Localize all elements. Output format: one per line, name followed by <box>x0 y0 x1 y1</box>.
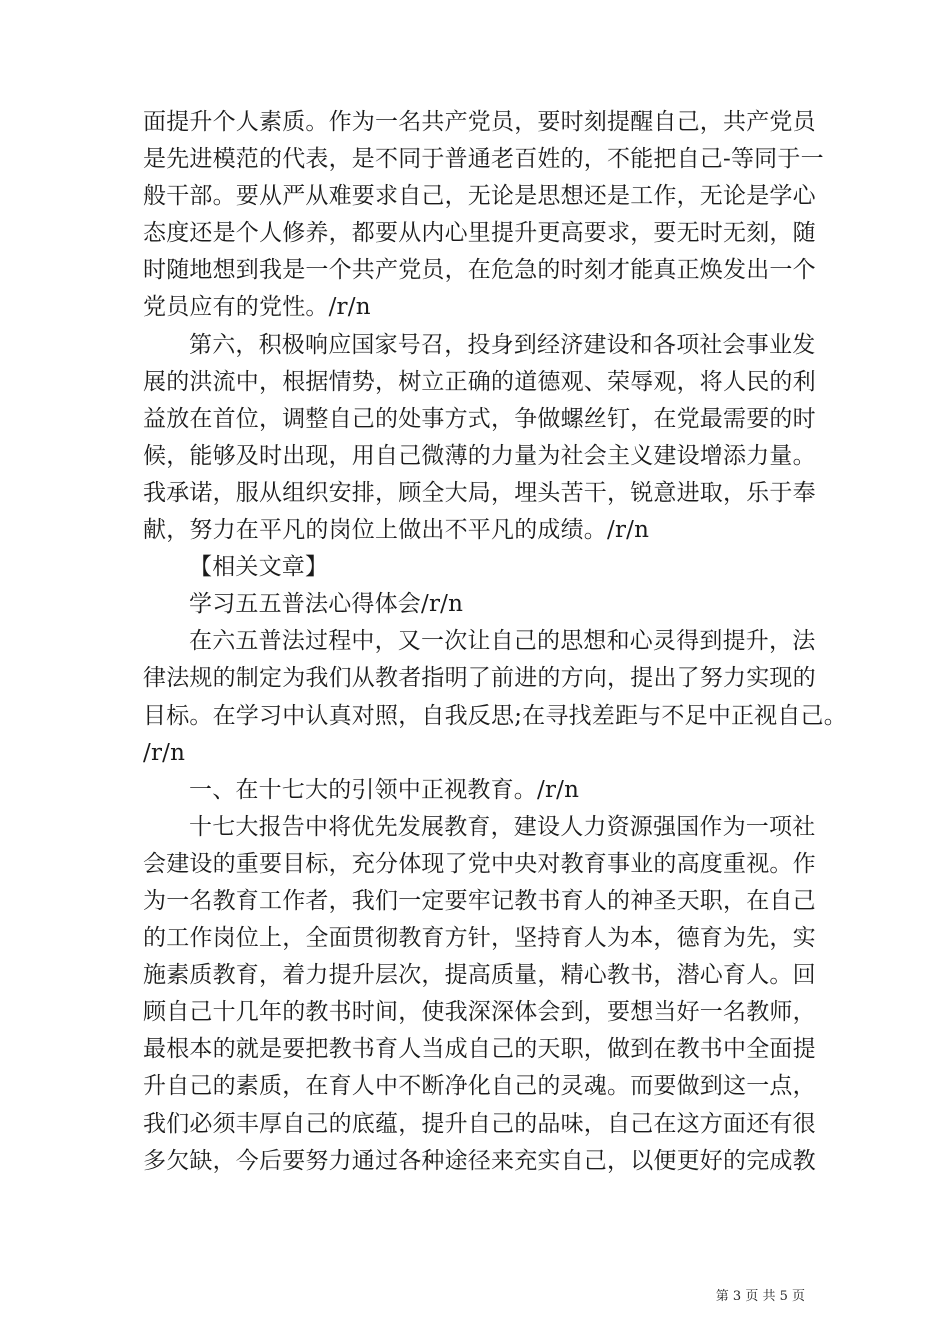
text-line: 升自己的素质，在育人中不断净化自己的灵魂。而要做到这一点， <box>143 1073 816 1100</box>
text-line: 【相关文章】 <box>189 554 329 581</box>
body-text <box>143 104 847 1180</box>
text-line: 时随地想到我是一个共产党员，在危急的时刻才能真正焕发出一个 <box>143 257 816 284</box>
text-line: 第六，积极响应国家号召，投身到经济建设和各项社会事业发 <box>189 331 816 358</box>
text-line: 在六五普法过程中，又一次让自己的思想和心灵得到提升，法 <box>189 628 816 655</box>
text-line: 顾自己十几年的教书时间，使我深深体会到，要想当好一名教师， <box>143 999 816 1026</box>
text-line: 施素质教育，着力提升层次，提高质量，精心教书，潜心育人。回 <box>143 962 816 989</box>
text-line: 我们必须丰厚自己的底蕴，提升自己的品味，自己在这方面还有很 <box>143 1110 816 1137</box>
text-line: 为一名教育工作者，我们一定要牢记教书育人的神圣天职，在自己 <box>143 887 816 914</box>
text-line: 候，能够及时出现，用自己微薄的力量为社会主义建设增添力量。 <box>143 442 816 469</box>
text-line: 学习五五普法心得体会/r/n <box>189 591 464 618</box>
text-line: /r/n <box>143 739 186 766</box>
text-line: 十七大报告中将优先发展教育，建设人力资源强国作为一项社 <box>189 813 816 840</box>
text-line: 一、在十七大的引领中正视教育。/r/n <box>189 776 580 803</box>
text-line: 面提升个人素质。作为一名共产党员，要时刻提醒自己，共产党员 <box>143 109 816 135</box>
text-line: 是先进模范的代表，是不同于普通老百姓的，不能把自己-等同于一 <box>143 146 824 173</box>
text-line: 目标。在学习中认真对照，自我反思;在寻找差距与不足中正视自己。 <box>143 702 847 729</box>
text-line: 展的洪流中，根据情势，树立正确的道德观、荣辱观，将人民的利 <box>143 368 816 395</box>
text-line: 我承诺，服从组织安排，顾全大局，埋头苦干，锐意进取，乐于奉 <box>143 479 816 506</box>
text-line: 律法规的制定为我们从教者指明了前进的方向，提出了努力实现的 <box>143 665 816 692</box>
text-line: 的工作岗位上，全面贯彻教育方针，坚持育人为本，德育为先，实 <box>143 925 816 952</box>
text-line: 态度还是个人修养，都要从内心里提升更高要求，要无时无刻，随 <box>143 220 816 247</box>
text-line: 般干部。要从严从难要求自己，无论是思想还是工作，无论是学心 <box>143 183 816 210</box>
text-line: 党员应有的党性。/r/n <box>143 294 371 321</box>
text-line: 最根本的就是要把教书育人当成自己的天职，做到在教书中全面提 <box>143 1036 816 1063</box>
text-line: 益放在首位，调整自己的处事方式，争做螺丝钉，在党最需要的时 <box>143 405 816 432</box>
text-line: 献，努力在平凡的岗位上做出不平凡的成绩。/r/n <box>143 517 650 544</box>
text-line: 多欠缺，今后要努力通过各种途径来充实自己，以便更好的完成教 <box>143 1147 816 1174</box>
page-number: 第 3 页 共 5 页 <box>715 1289 805 1304</box>
text-line: 会建设的重要目标，充分体现了党中央对教育事业的高度重视。作 <box>143 850 816 877</box>
